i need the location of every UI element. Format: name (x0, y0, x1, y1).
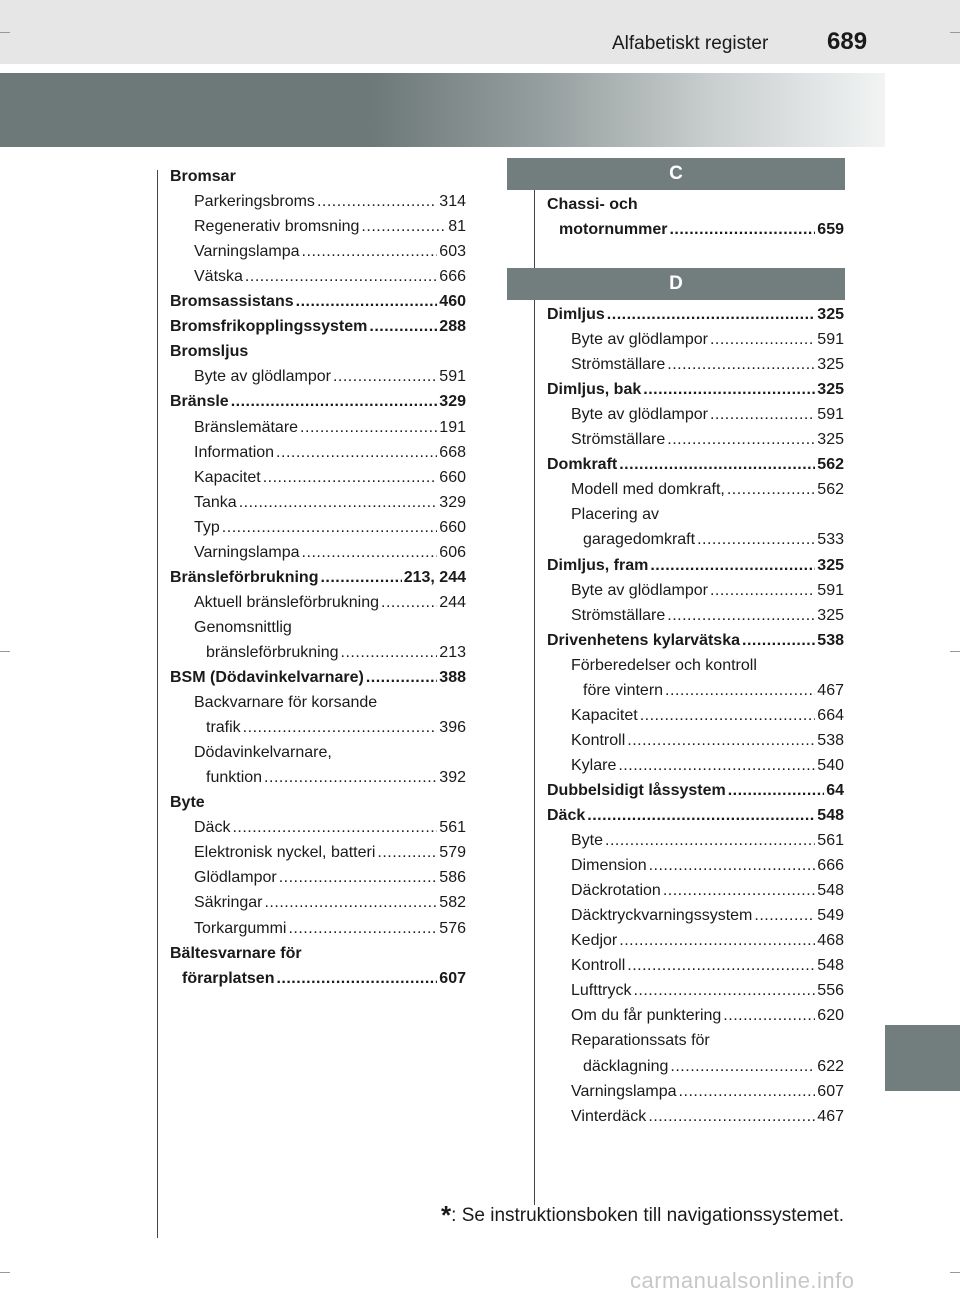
entry-page-ref: 329 (439, 493, 466, 511)
dot-leader (710, 581, 815, 601)
entry-term: garagedomkraft (583, 531, 696, 549)
footnote-text: : Se instruktionsboken till navigationssystemet. (451, 1205, 844, 1226)
dot-leader (643, 380, 815, 400)
dot-leader (727, 480, 815, 500)
entry-page-ref: 660 (439, 468, 466, 486)
dot-leader (679, 1082, 816, 1102)
entry-term: Modell med domkraft, (571, 481, 725, 499)
index-entry (571, 731, 844, 753)
entry-term: Genomsnittlig (194, 618, 292, 636)
entry-term: Byte av glödlampor (571, 581, 708, 599)
index-entry (194, 418, 466, 440)
entry-page-ref: 562 (817, 481, 844, 499)
crop-mark (950, 1272, 960, 1273)
entry-term: Bränslemätare (194, 418, 299, 436)
entry-page-ref: 467 (817, 681, 844, 699)
dot-leader (605, 831, 815, 851)
index-entry (170, 292, 466, 314)
entry-term: Typ (194, 518, 220, 536)
entry-page-ref: 586 (439, 869, 466, 887)
entry-term: Domkraft (547, 456, 618, 474)
entry-term: Varningslampa (571, 1082, 677, 1100)
dot-leader (710, 405, 815, 425)
index-entry (571, 906, 844, 928)
entry-term: Förberedelser och kontroll (571, 656, 757, 674)
crop-mark (950, 651, 960, 652)
entry-page-ref: 244 (439, 593, 466, 611)
dot-leader (742, 631, 815, 651)
dot-leader (279, 868, 438, 888)
entry-page-ref: 591 (439, 368, 466, 386)
index-entry (547, 631, 844, 653)
dot-leader (670, 1057, 815, 1077)
index-entry (583, 681, 844, 703)
dot-leader (669, 220, 815, 240)
dot-leader (320, 568, 401, 588)
entry-page-ref: 64 (826, 781, 844, 799)
entry-page-ref: 591 (817, 331, 844, 349)
entry-term: Vinterdäck (571, 1107, 647, 1125)
index-entry (194, 893, 466, 915)
index-entry (571, 1107, 844, 1129)
dot-leader (381, 593, 437, 613)
dot-leader (650, 556, 815, 576)
dot-leader (243, 718, 438, 738)
entry-term: Glödlampor (194, 869, 277, 887)
dot-leader (341, 643, 438, 663)
dot-leader (587, 806, 815, 826)
index-entry (194, 543, 466, 565)
entry-term: Strömställare (571, 356, 666, 374)
header-banner (0, 73, 885, 147)
crop-mark (0, 1272, 10, 1273)
entry-page-ref: 325 (817, 606, 844, 624)
entry-page-ref: 668 (439, 443, 466, 461)
entry-term: före vintern (583, 681, 664, 699)
entry-term: Information (194, 443, 275, 461)
index-entry (571, 606, 844, 628)
index-entry (571, 831, 844, 853)
dot-leader (710, 330, 815, 350)
dot-leader (627, 956, 815, 976)
entry-term: Byte (571, 832, 604, 850)
index-entry (194, 493, 466, 515)
dot-leader (231, 392, 438, 412)
index-entry (547, 380, 844, 402)
index-entry (571, 480, 844, 502)
dot-leader (276, 443, 437, 463)
entry-page-ref: 538 (817, 631, 844, 649)
entry-term: Bromsar (170, 168, 236, 185)
entry-term: BSM (Dödavinkelvarnare) (170, 669, 364, 686)
index-entry (194, 242, 466, 264)
entry-term: Byte av glödlampor (571, 406, 708, 424)
index-thumb-tab (885, 1025, 960, 1091)
index-entry (206, 718, 466, 740)
section-title: Alfabetiskt register (612, 33, 769, 54)
entry-page-ref: 549 (817, 907, 844, 925)
entry-page-ref: 606 (439, 543, 466, 561)
dot-leader (627, 731, 815, 751)
entry-term: Reparationssats för (571, 1032, 710, 1050)
index-entry (571, 505, 844, 527)
index-entry (571, 330, 844, 352)
dot-leader (754, 906, 815, 926)
entry-term: Kontroll (571, 731, 626, 749)
entry-term: Bältesvarnare för (170, 944, 302, 962)
index-entry (182, 969, 466, 991)
dot-leader (607, 305, 816, 325)
entry-page-ref: 392 (439, 769, 466, 787)
entry-term: Dubbelsidigt låssystem (547, 781, 726, 799)
index-entry (583, 1057, 844, 1079)
index-entry (547, 305, 844, 327)
dot-leader (665, 681, 815, 701)
index-entry (571, 1031, 844, 1053)
entry-page-ref: 467 (817, 1107, 844, 1125)
index-entry (170, 668, 466, 690)
section-letter-bar: C (507, 158, 845, 190)
entry-term: motornummer (559, 221, 668, 239)
dot-leader (302, 242, 438, 262)
footnote-marker: * (441, 1200, 452, 1230)
entry-term: Strömställare (571, 431, 666, 449)
dot-leader (723, 1006, 815, 1026)
index-entry (571, 856, 844, 878)
entry-page-ref: 579 (439, 844, 466, 862)
index-entry (170, 167, 466, 189)
entry-page-ref: 664 (817, 706, 844, 724)
entry-page-ref: 213 (439, 643, 466, 661)
entry-page-ref: 213, 244 (403, 568, 466, 586)
index-entry (194, 618, 466, 640)
entry-term: Strömställare (571, 606, 666, 624)
entry-page-ref: 548 (817, 807, 844, 824)
entry-page-ref: 561 (817, 832, 844, 850)
entry-page-ref: 607 (439, 969, 466, 987)
entry-page-ref: 548 (817, 882, 844, 900)
entry-term: Regenerativ bromsning (194, 218, 360, 236)
dot-leader (667, 355, 815, 375)
entry-page-ref: 314 (439, 193, 466, 211)
entry-term: Kylare (571, 756, 617, 774)
entry-page-ref: 540 (817, 756, 844, 774)
dot-leader (667, 430, 815, 450)
dot-leader (276, 969, 437, 989)
entry-term: Dimension (571, 857, 647, 875)
entry-term: trafik (206, 719, 241, 737)
index-entry (194, 468, 466, 490)
index-entry (547, 556, 844, 578)
entry-page-ref: 325 (817, 356, 844, 374)
dot-leader (245, 267, 437, 287)
entry-page-ref: 556 (817, 982, 844, 1000)
index-entry (547, 455, 844, 477)
dot-leader (663, 881, 815, 901)
entry-term: Kapacitet (194, 468, 261, 486)
dot-leader (640, 706, 816, 726)
entry-term: Backvarnare för korsande (194, 694, 378, 712)
entry-page-ref: 591 (817, 581, 844, 599)
watermark: carmanualsonline.info (630, 1268, 855, 1293)
index-entry (194, 267, 466, 289)
entry-term: bränsleförbrukning (206, 643, 339, 661)
entry-term: Parkeringsbroms (194, 193, 315, 211)
entry-term: Drivenhetens kylarvätska (547, 631, 740, 649)
index-entry (170, 944, 466, 966)
index-entry (170, 342, 466, 364)
index-entry (559, 220, 844, 242)
index-entry (571, 706, 844, 728)
entry-page-ref: 325 (817, 381, 844, 399)
entry-term: Kontroll (571, 957, 626, 975)
dot-leader (317, 192, 437, 212)
dot-leader (333, 367, 437, 387)
entry-term: Varningslampa (194, 243, 300, 261)
entry-term: Placering av (571, 506, 660, 524)
entry-term: däcklagning (583, 1057, 669, 1075)
entry-page-ref: 591 (817, 406, 844, 424)
entry-page-ref: 325 (817, 306, 844, 323)
entry-term: Däck (194, 819, 231, 837)
index-entry (571, 981, 844, 1003)
index-entry (194, 367, 466, 389)
dot-leader (377, 843, 437, 863)
index-entry (571, 1006, 844, 1028)
entry-term: Bränsleförbrukning (170, 568, 319, 586)
index-entry (571, 956, 844, 978)
right-column-rule (534, 190, 535, 1205)
entry-page-ref: 548 (817, 957, 844, 975)
index-entry (571, 581, 844, 603)
index-entry (194, 192, 466, 214)
entry-page-ref: 538 (817, 731, 844, 749)
index-entry (170, 317, 466, 339)
entry-page-ref: 561 (439, 819, 466, 837)
dot-leader (288, 919, 437, 939)
index-entry (206, 768, 466, 790)
index-entry (571, 405, 844, 427)
index-entry (170, 392, 466, 414)
entry-term: Varningslampa (194, 543, 300, 561)
entry-page-ref: 576 (439, 919, 466, 937)
index-entry (547, 195, 844, 217)
entry-term: funktion (206, 769, 263, 787)
dot-leader (619, 931, 815, 951)
entry-term: Bromsassistans (170, 293, 294, 311)
dot-leader (648, 1107, 815, 1127)
section-letter-bar: D (507, 268, 845, 300)
entry-page-ref: 666 (817, 857, 844, 875)
entry-page-ref: 468 (817, 932, 844, 950)
entry-term: Om du får punktering (571, 1007, 722, 1025)
entry-page-ref: 562 (817, 456, 844, 474)
entry-page-ref: 607 (817, 1082, 844, 1100)
entry-term: Dödavinkelvarnare, (194, 744, 332, 762)
entry-term: Säkringar (194, 894, 263, 912)
dot-leader (263, 468, 438, 488)
dot-leader (697, 530, 815, 550)
index-entry (547, 781, 844, 803)
dot-leader (361, 217, 446, 237)
entry-term: Byte av glödlampor (571, 331, 708, 349)
index-entry (583, 530, 844, 552)
dot-leader (619, 455, 815, 475)
dot-leader (649, 856, 816, 876)
dot-leader (222, 518, 438, 538)
entry-term: Byte av glödlampor (194, 368, 331, 386)
index-entry (170, 568, 466, 590)
index-entry (571, 656, 844, 678)
entry-page-ref: 81 (448, 218, 466, 236)
index-entry (571, 931, 844, 953)
dot-leader (366, 668, 437, 688)
entry-term: Kapacitet (571, 706, 638, 724)
index-entry (194, 518, 466, 540)
entry-term: Däcktryckvarningssystem (571, 907, 753, 925)
footnote (400, 1200, 844, 1231)
index-entry (194, 693, 466, 715)
index-entry (571, 355, 844, 377)
index-entry (571, 756, 844, 778)
entry-page-ref: 666 (439, 268, 466, 286)
entry-page-ref: 460 (439, 293, 466, 311)
entry-page-ref: 533 (817, 531, 844, 549)
entry-term: Elektronisk nyckel, batteri (194, 844, 376, 862)
index-entry (194, 443, 466, 465)
left-column-rule (157, 170, 158, 1238)
dot-leader (296, 292, 438, 312)
dot-leader (633, 981, 815, 1001)
entry-term: Bränsle (170, 393, 229, 411)
page-number: 689 (827, 28, 868, 55)
entry-term: Aktuell bränsleförbrukning (194, 593, 379, 611)
index-entry (194, 919, 466, 941)
entry-page-ref: 582 (439, 894, 466, 912)
index-entry (194, 217, 466, 239)
entry-term: Däckrotation (571, 882, 661, 900)
index-entry (194, 743, 466, 765)
dot-leader (369, 317, 437, 337)
entry-term: Bromsljus (170, 343, 249, 361)
index-entry (194, 593, 466, 615)
entry-page-ref: 622 (817, 1057, 844, 1075)
entry-term: Vätska (194, 268, 243, 286)
index-entry (547, 806, 844, 828)
entry-term: Lufttryck (571, 982, 632, 1000)
entry-page-ref: 603 (439, 243, 466, 261)
entry-page-ref: 329 (439, 393, 466, 411)
crop-mark (950, 32, 960, 33)
entry-term: Bromsfrikopplingssystem (170, 318, 368, 336)
index-entry (194, 868, 466, 890)
entry-page-ref: 396 (439, 719, 466, 737)
entry-term: Kedjor (571, 932, 618, 950)
index-entry (571, 881, 844, 903)
index-entry (194, 818, 466, 840)
header-band (0, 0, 960, 64)
index-entry (571, 430, 844, 452)
index-entry (170, 793, 466, 815)
dot-leader (728, 781, 824, 801)
dot-leader (232, 818, 437, 838)
dot-leader (667, 606, 815, 626)
entry-page-ref: 660 (439, 518, 466, 536)
dot-leader (239, 493, 438, 513)
index-entry (194, 843, 466, 865)
dot-leader (264, 768, 437, 788)
dot-leader (302, 543, 438, 563)
entry-term: Torkargummi (194, 919, 287, 937)
entry-term: Dimljus, fram (547, 556, 649, 574)
dot-leader (618, 756, 815, 776)
entry-page-ref: 659 (817, 221, 844, 239)
entry-term: Tanka (194, 493, 237, 511)
entry-term: Dimljus, bak (547, 381, 642, 399)
crop-mark (0, 32, 10, 33)
dot-leader (300, 418, 437, 438)
index-entry (206, 643, 466, 665)
entry-page-ref: 325 (817, 431, 844, 449)
entry-page-ref: 620 (817, 1007, 844, 1025)
dot-leader (264, 893, 437, 913)
entry-term: Byte (170, 794, 205, 812)
entry-page-ref: 325 (817, 556, 844, 574)
entry-page-ref: 191 (439, 418, 466, 436)
entry-term: Däck (547, 807, 586, 824)
entry-page-ref: 388 (439, 669, 466, 686)
index-entry (571, 1082, 844, 1104)
entry-page-ref: 288 (439, 318, 466, 336)
entry-term: Chassi- och (547, 196, 638, 213)
entry-term: förarplatsen (182, 969, 275, 987)
entry-term: Dimljus (547, 306, 605, 323)
crop-mark (0, 651, 10, 652)
